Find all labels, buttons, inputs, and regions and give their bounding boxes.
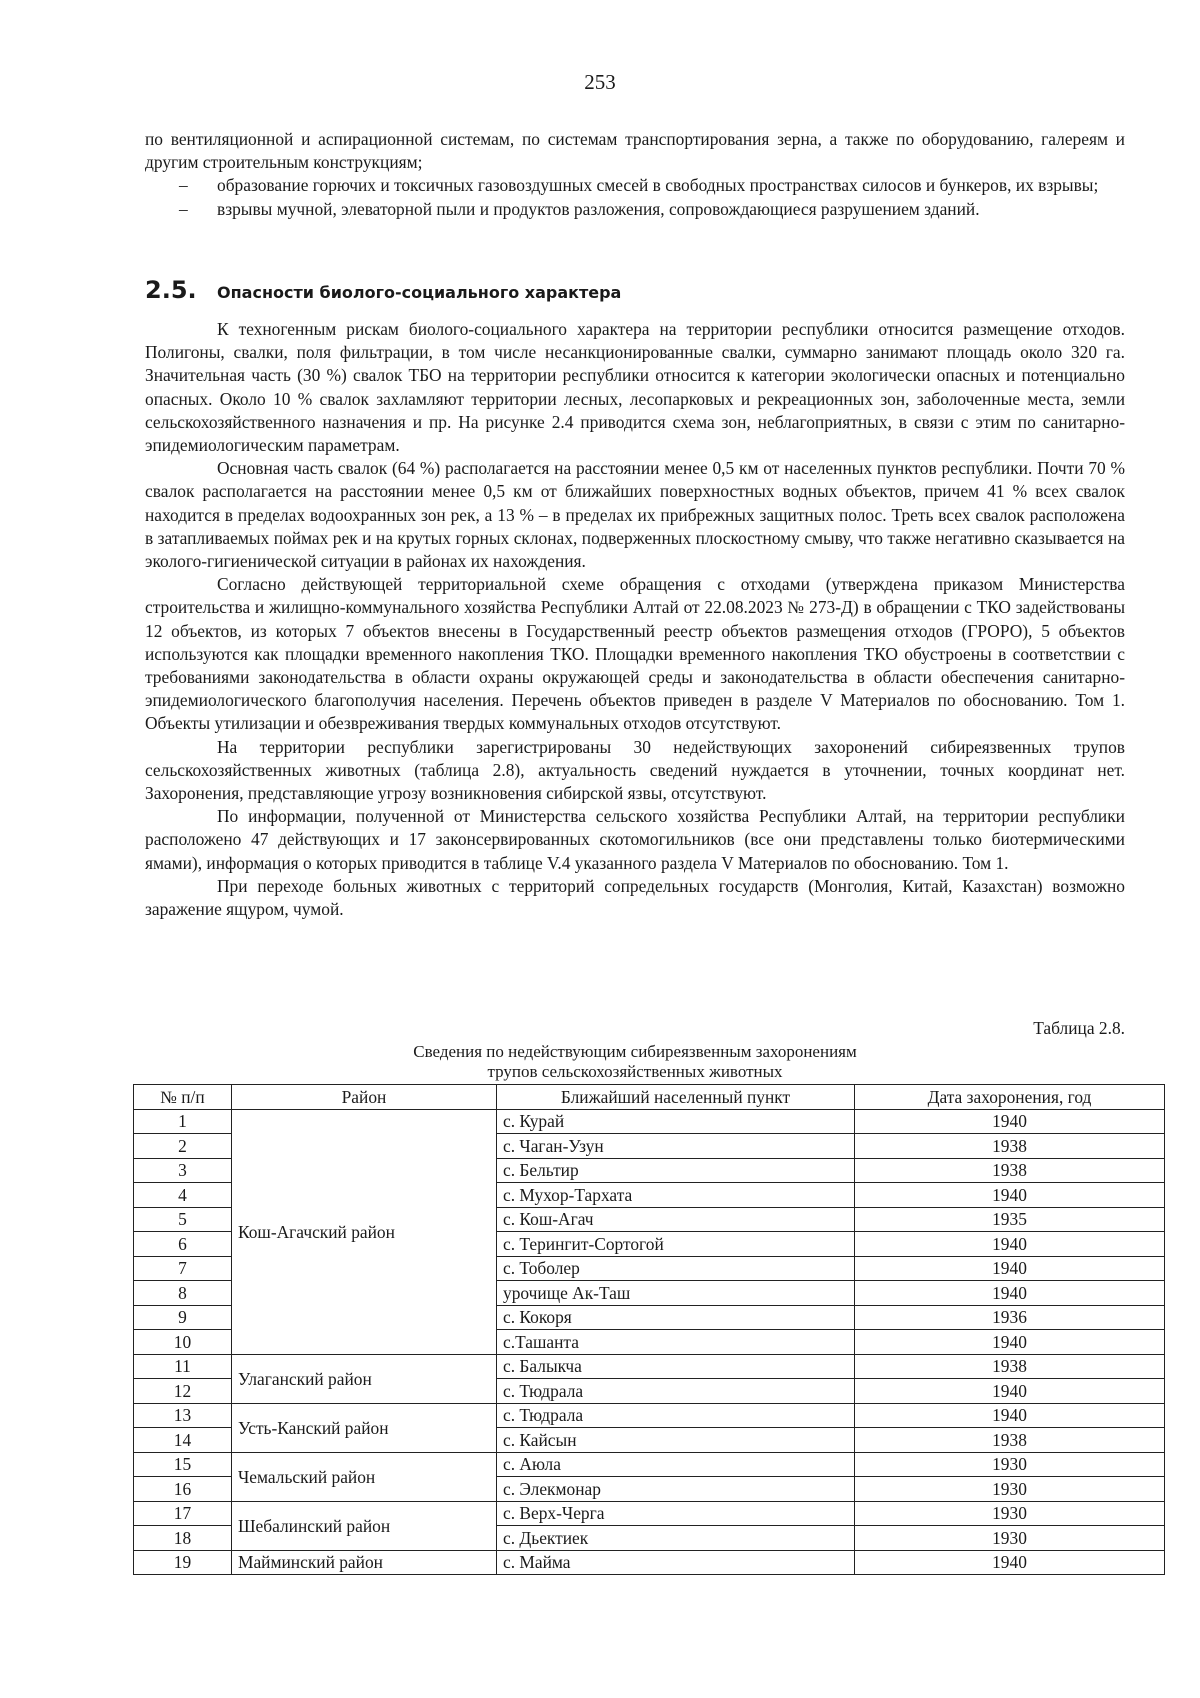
cell-number: 6 [134, 1232, 232, 1257]
cell-district: Улаганский район [232, 1354, 497, 1403]
bullet-text: взрывы мучной, элеваторной пыли и продуктов разложения, сопровождающиеся разрушением зданий. [217, 198, 980, 219]
cell-number: 3 [134, 1158, 232, 1183]
cell-settlement: с. Аюла [497, 1452, 855, 1477]
cell-settlement: с. Элекмонар [497, 1477, 855, 1502]
table-row [134, 1354, 1165, 1379]
cell-number: 17 [134, 1501, 232, 1526]
dash-marker: – [179, 175, 188, 196]
cell-settlement: с. Кокоря [497, 1305, 855, 1330]
cell-number: 12 [134, 1379, 232, 1404]
cell-number: 13 [134, 1403, 232, 1428]
cell-settlement: с. Курай [497, 1109, 855, 1134]
table-title-line: трупов сельскохозяйственных животных [487, 1062, 783, 1081]
burial-sites-table [133, 1084, 1165, 1575]
cell-district: Чемальский район [232, 1452, 497, 1501]
table-title-line: Сведения по недействующим сибиреязвенным захоронениям [413, 1042, 857, 1061]
cell-number: 4 [134, 1183, 232, 1208]
header-cell-number: № п/п [134, 1085, 232, 1110]
cell-settlement: с.Ташанта [497, 1330, 855, 1355]
cell-year: 1938 [855, 1134, 1165, 1159]
cell-settlement: с. Верх-Черга [497, 1501, 855, 1526]
cell-number: 7 [134, 1256, 232, 1281]
bullet-item [145, 174, 1125, 197]
cell-year: 1930 [855, 1477, 1165, 1502]
cell-number: 11 [134, 1354, 232, 1379]
cell-year: 1938 [855, 1354, 1165, 1379]
cell-number: 18 [134, 1526, 232, 1551]
cell-year: 1940 [855, 1550, 1165, 1575]
table-row [134, 1501, 1165, 1526]
cell-settlement: с. Бельтир [497, 1158, 855, 1183]
cell-settlement: с. Терингит-Сортогой [497, 1232, 855, 1257]
cell-number: 5 [134, 1207, 232, 1232]
cell-settlement: с. Тоболер [497, 1256, 855, 1281]
section-heading [145, 276, 621, 304]
cell-settlement: с. Чаган-Узун [497, 1134, 855, 1159]
cell-district: Кош-Агачский район [232, 1109, 497, 1354]
cell-number: 16 [134, 1477, 232, 1502]
table-row [134, 1550, 1165, 1575]
page-number: 253 [584, 70, 616, 94]
table-row [134, 1109, 1165, 1134]
cell-year: 1930 [855, 1452, 1165, 1477]
cell-settlement: с. Дьектиек [497, 1526, 855, 1551]
body-text [145, 318, 1125, 921]
paragraph: Основная часть свалок (64 %) располагается на расстоянии менее 0,5 км от населенных пунктов республики. Почти 70 % свалок располагается на расстоянии менее 0,5 км от ближайших поверхностных водных объектов, причем 41 % всех свалок находится в пределах водоохранных зон рек, а 13 % – в пределах их прибрежных защитных полос. Треть всех свалок расположена в затапливаемых поймах рек и на крутых горных склонах, подверженных плоскостному смыву, что также негативно сказывается на эколого-гигиенической ситуации в районах их нахождения. [145, 458, 1125, 572]
cell-year: 1940 [855, 1256, 1165, 1281]
cell-year: 1930 [855, 1526, 1165, 1551]
paragraph: По информации, полученной от Министерства сельского хозяйства Республики Алтай, на территории республики расположено 47 действующих и 17 законсервированных скотомогильников (все они представлены только биотермическими ямами), информация о которых приводится в таблице V.4 указанного раздела V Материалов по обоснованию. Том 1. [145, 806, 1125, 873]
cell-number: 1 [134, 1109, 232, 1134]
cell-year: 1938 [855, 1158, 1165, 1183]
cell-district: Майминский район [232, 1550, 497, 1575]
paragraph: К техногенным рискам биолого-социального характера на территории республики относится размещение отходов. Полигоны, свалки, поля фильтрации, в том числе несанкционированные свалки, суммарно занимают площадь около 320 га. Значительная часть (30 %) свалок ТБО на территории республики относится к категории экологически опасных и потенциально опасных. Около 10 % свалок захламляют территории лесных, лесопарковых и рекреационных зон, заболоченные места, земли сельскохозяйственного назначения и пр. На рисунке 2.4 приводится схема зон, неблагоприятных, в связи с этим по санитарно-эпидемиологическим параметрам. [145, 319, 1125, 456]
table-row [134, 1403, 1165, 1428]
table-body [134, 1109, 1165, 1575]
bullet-item [145, 198, 1125, 221]
cell-number: 14 [134, 1428, 232, 1453]
cell-district: Усть-Канский район [232, 1403, 497, 1452]
header-cell-year: Дата захоронения, год [855, 1085, 1165, 1110]
cell-year: 1940 [855, 1109, 1165, 1134]
cell-settlement: с. Тюдрала [497, 1403, 855, 1428]
section-title: Опасности биолого-социального характера [217, 283, 622, 302]
cell-number: 9 [134, 1305, 232, 1330]
table-caption: Таблица 2.8. [1033, 1018, 1125, 1038]
paragraph: При переходе больных животных с территорий сопредельных государств (Монголия, Китай, Казахстан) возможно заражение ящуром, чумой. [145, 875, 1125, 920]
table-row [134, 1452, 1165, 1477]
section-number: 2.5. [145, 276, 197, 304]
cell-year: 1940 [855, 1183, 1165, 1208]
cell-settlement: урочище Ак-Таш [497, 1281, 855, 1306]
cell-number: 10 [134, 1330, 232, 1355]
cell-number: 15 [134, 1452, 232, 1477]
cell-district: Шебалинский район [232, 1501, 497, 1550]
cell-year: 1930 [855, 1501, 1165, 1526]
cell-year: 1940 [855, 1281, 1165, 1306]
cell-year: 1940 [855, 1403, 1165, 1428]
header-cell-district: Район [232, 1085, 497, 1110]
paragraph: На территории республики зарегистрированы 30 недействующих захоронений сибиреязвенных трупов сельскохозяйственных животных (таблица 2.8), актуальность сведений нуждается в уточнении, точных координат нет. Захоронения, представляющие угрозу возникновения сибирской язвы, отсутствуют. [145, 736, 1125, 804]
cell-number: 19 [134, 1550, 232, 1575]
cell-settlement: с. Балыкча [497, 1354, 855, 1379]
cell-year: 1940 [855, 1232, 1165, 1257]
cell-year: 1938 [855, 1428, 1165, 1453]
header-cell-settlement: Ближайший населенный пункт [497, 1085, 855, 1110]
table-title [145, 1042, 1125, 1082]
cell-settlement: с. Майма [497, 1550, 855, 1575]
paragraph: Согласно действующей территориальной схеме обращения с отходами (утверждена приказом Министерства строительства и жилищно-коммунального хозяйства Республики Алтай от 22.08.2023 № 273-Д) в обращении с ТКО задействованы 12 объектов, из которых 7 объектов внесены в Государственный реестр объектов размещения отходов (ГРОРО), 5 объектов используются как площадки временного накопления ТКО. Площадки временного накопления ТКО обустроены в соответствии с требованиями законодательства в области охраны окружающей среды и законодательства в области обеспечения санитарно-эпидемиологического благополучия населения. Перечень объектов приведен в разделе V Материалов по обоснованию. Том 1. Объекты утилизации и обезвреживания твердых коммунальных отходов отсутствуют. [145, 574, 1125, 734]
cell-settlement: с. Кош-Агач [497, 1207, 855, 1232]
top-text [145, 128, 1125, 221]
cell-settlement: с. Кайсын [497, 1428, 855, 1453]
dash-marker: – [179, 198, 188, 219]
continuation-paragraph: по вентиляционной и аспирационной системам, по системам транспортирования зерна, а также по оборудованию, галереям и другим строительным конструкциям; [145, 129, 1125, 173]
cell-settlement: с. Мухор-Тархата [497, 1183, 855, 1208]
cell-year: 1940 [855, 1330, 1165, 1355]
bullet-text: образование горючих и токсичных газовоздушных смесей в свободных пространствах силосов и бункеров, их взрывы; [217, 175, 1099, 196]
cell-number: 8 [134, 1281, 232, 1306]
table-header-row [134, 1085, 1165, 1110]
cell-settlement: с. Тюдрала [497, 1379, 855, 1404]
cell-year: 1935 [855, 1207, 1165, 1232]
cell-year: 1940 [855, 1379, 1165, 1404]
cell-year: 1936 [855, 1305, 1165, 1330]
cell-number: 2 [134, 1134, 232, 1159]
